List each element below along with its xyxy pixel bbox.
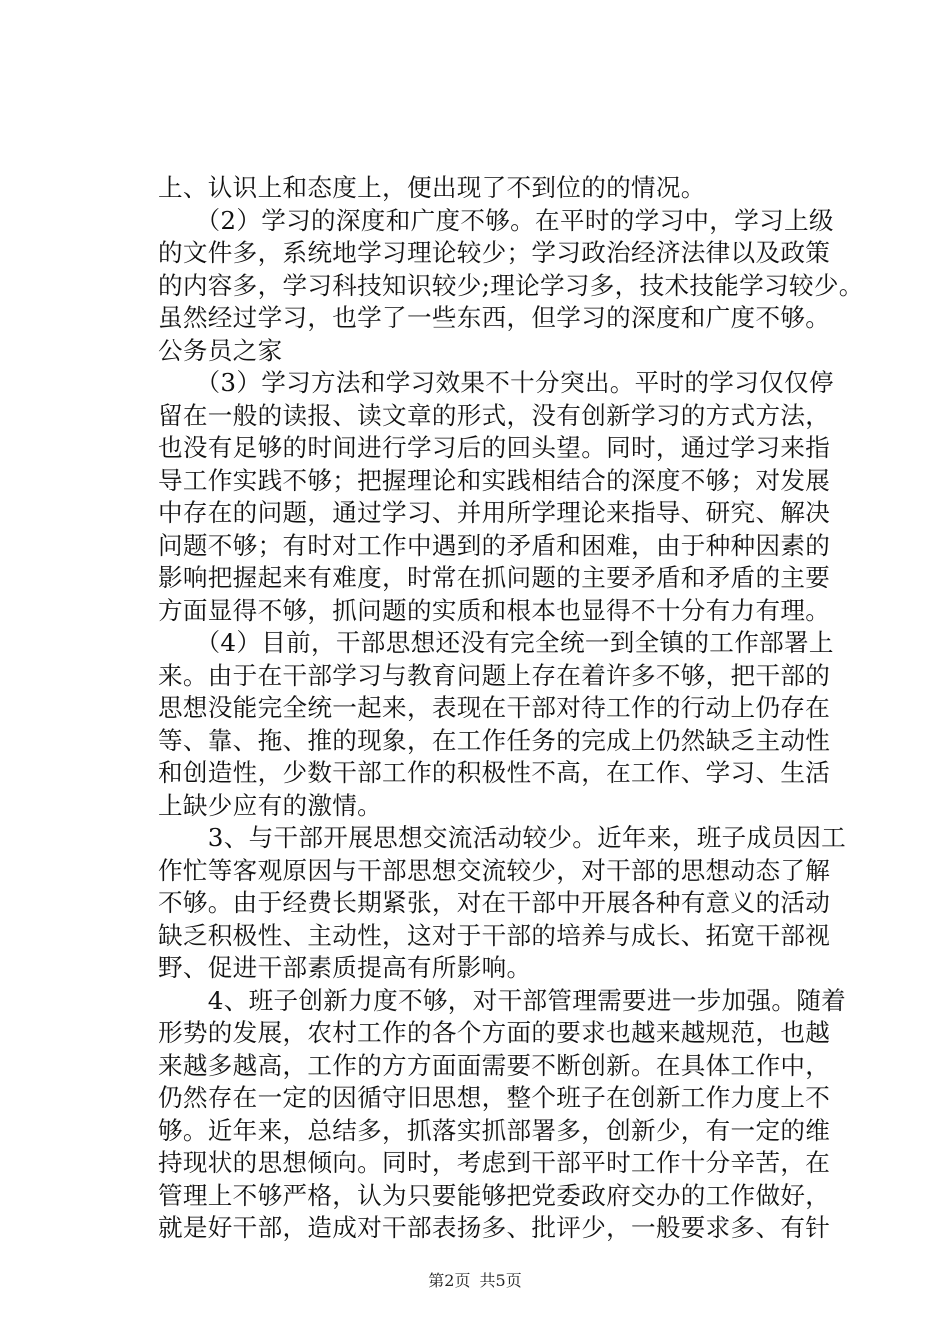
body-text — [158, 172, 864, 1245]
text-line: 来。由于在干部学习与教育问题上存在着许多不够，把干部的 — [158, 660, 831, 690]
text-line: 3、与干部开展思想交流活动较少。近年来，班子成员因工 — [158, 823, 847, 852]
text-line: 形势的发展，农村工作的各个方面的要求也越来越规范，也越 — [158, 1018, 831, 1047]
page-number: 第2页 — [428, 1271, 471, 1290]
text-line: 就是好干部，造成对干部表扬多、批评少，一般要求多、有针 — [158, 1213, 831, 1242]
text-line: 作忙等客观原因与干部思想交流较少，对干部的思想动态了解 — [158, 855, 831, 885]
text-line: 等、靠、拖、推的现象，在工作任务的完成上仍然缺乏主动性 — [158, 725, 831, 755]
text-line: 不够。由于经费长期紧张，对在干部中开展各种有意义的活动 — [158, 888, 831, 917]
text-line: 中存在的问题，通过学习、并用所学理论来指导、研究、解决 — [158, 498, 831, 527]
text-line: 上缺少应有的激情。 — [158, 790, 383, 820]
text-line: 来越多越高，工作的方方面面需要不断创新。在具体工作中， — [158, 1050, 831, 1080]
text-line: 缺乏积极性、主动性，这对于干部的培养与成长、拓宽干部视 — [158, 920, 831, 950]
text-line: 也没有足够的时间进行学习后的回头望。同时，通过学习来指 — [158, 433, 831, 462]
text-line: 野、促进干部素质提高有所影响。 — [158, 953, 532, 982]
text-line: 够。近年来，总结多，抓落实抓部署多，创新少，有一定的维 — [158, 1115, 831, 1145]
text-line: 影响把握起来有难度，时常在抓问题的主要矛盾和矛盾的主要 — [158, 563, 831, 592]
text-line: （2）学习的深度和广度不够。在平时的学习中，学习上级 — [158, 205, 834, 235]
text-line: （4）目前，干部思想还没有完全统一到全镇的工作部署上 — [158, 628, 834, 657]
text-line: 上、认识上和态度上，便出现了不到位的的情况。 — [158, 173, 706, 202]
page-footer — [0, 1271, 950, 1291]
text-line: 4、班子创新力度不够，对干部管理需要进一步加强。随着 — [158, 985, 847, 1015]
text-line: 思想没能完全统一起来，表现在干部对待工作的行动上仍存在 — [158, 693, 831, 722]
text-line: 方面显得不够，抓问题的实质和根本也显得不十分有力有理。 — [158, 595, 831, 625]
text-line: 和创造性，少数干部工作的积极性不高，在工作、学习、生活 — [158, 758, 831, 787]
text-line: （3）学习方法和学习效果不十分突出。平时的学习仅仅停 — [158, 368, 834, 397]
text-line: 虽然经过学习，也学了一些东西，但学习的深度和广度不够。 — [158, 303, 831, 332]
text-line: 公务员之家 — [158, 335, 283, 365]
text-line: 问题不够；有时对工作中遇到的矛盾和困难，由于种种因素的 — [158, 530, 831, 560]
text-line: 持现状的思想倾向。同时，考虑到干部平时工作十分辛苦，在 — [158, 1148, 831, 1177]
text-line: 留在一般的读报、读文章的形式，没有创新学习的方式方法， — [158, 400, 831, 430]
text-line: 导工作实践不够；把握理论和实践相结合的深度不够；对发展 — [158, 465, 831, 495]
page-total: 共5页 — [479, 1271, 522, 1290]
text-line: 管理上不够严格，认为只要能够把党委政府交办的工作做好， — [158, 1180, 831, 1210]
text-line: 的文件多，系统地学习理论较少；学习政治经济法律以及政策 — [158, 238, 831, 267]
text-line: 的内容多，学习科技知识较少;理论学习多，技术技能学习较少。 — [158, 270, 864, 300]
text-line: 仍然存在一定的因循守旧思想，整个班子在创新工作力度上不 — [158, 1083, 831, 1112]
